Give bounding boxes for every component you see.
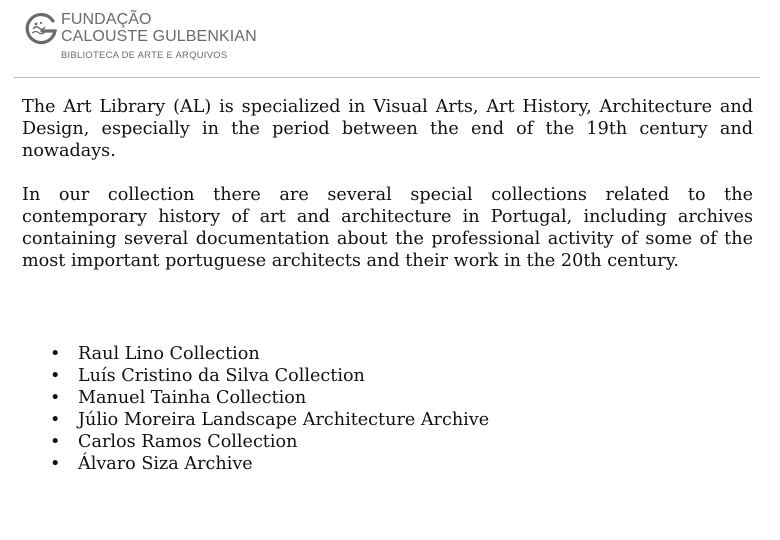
header xyxy=(24,10,764,76)
list-item: • Luís Cristino da Silva Collection xyxy=(50,365,489,387)
list-item: • Raul Lino Collection xyxy=(50,343,489,365)
logo-line-2: CALOUSTE GULBENKIAN xyxy=(61,28,257,45)
gulbenkian-logo-icon xyxy=(24,12,58,46)
list-item: • Álvaro Siza Archive xyxy=(50,453,489,475)
intro-text xyxy=(22,96,753,272)
list-item: • Carlos Ramos Collection xyxy=(50,431,489,453)
logo-text xyxy=(61,11,257,61)
logo-subtitle: BIBLIOTECA DE ARTE E ARQUIVOS xyxy=(61,49,228,60)
intro-paragraph-1: The Art Library (AL) is specialized in Visual Arts, Art History, Architecture and Design, especially in the period between the end of the 19th century and nowadays. xyxy=(22,97,753,161)
list-item: • Júlio Moreira Landscape Architecture Archive xyxy=(50,409,489,431)
header-divider xyxy=(14,77,760,78)
collections-list xyxy=(50,343,489,475)
logo-line-1: FUNDAÇÃO xyxy=(61,11,152,28)
intro-paragraph-2: In our collection there are several special collections related to the contemporary history of art and architecture in Portugal, including archives containing several documentation about the professional activity of some of the most important portuguese architects and their work in the 20th century. xyxy=(22,185,753,271)
list-item: • Manuel Tainha Collection xyxy=(50,387,489,409)
